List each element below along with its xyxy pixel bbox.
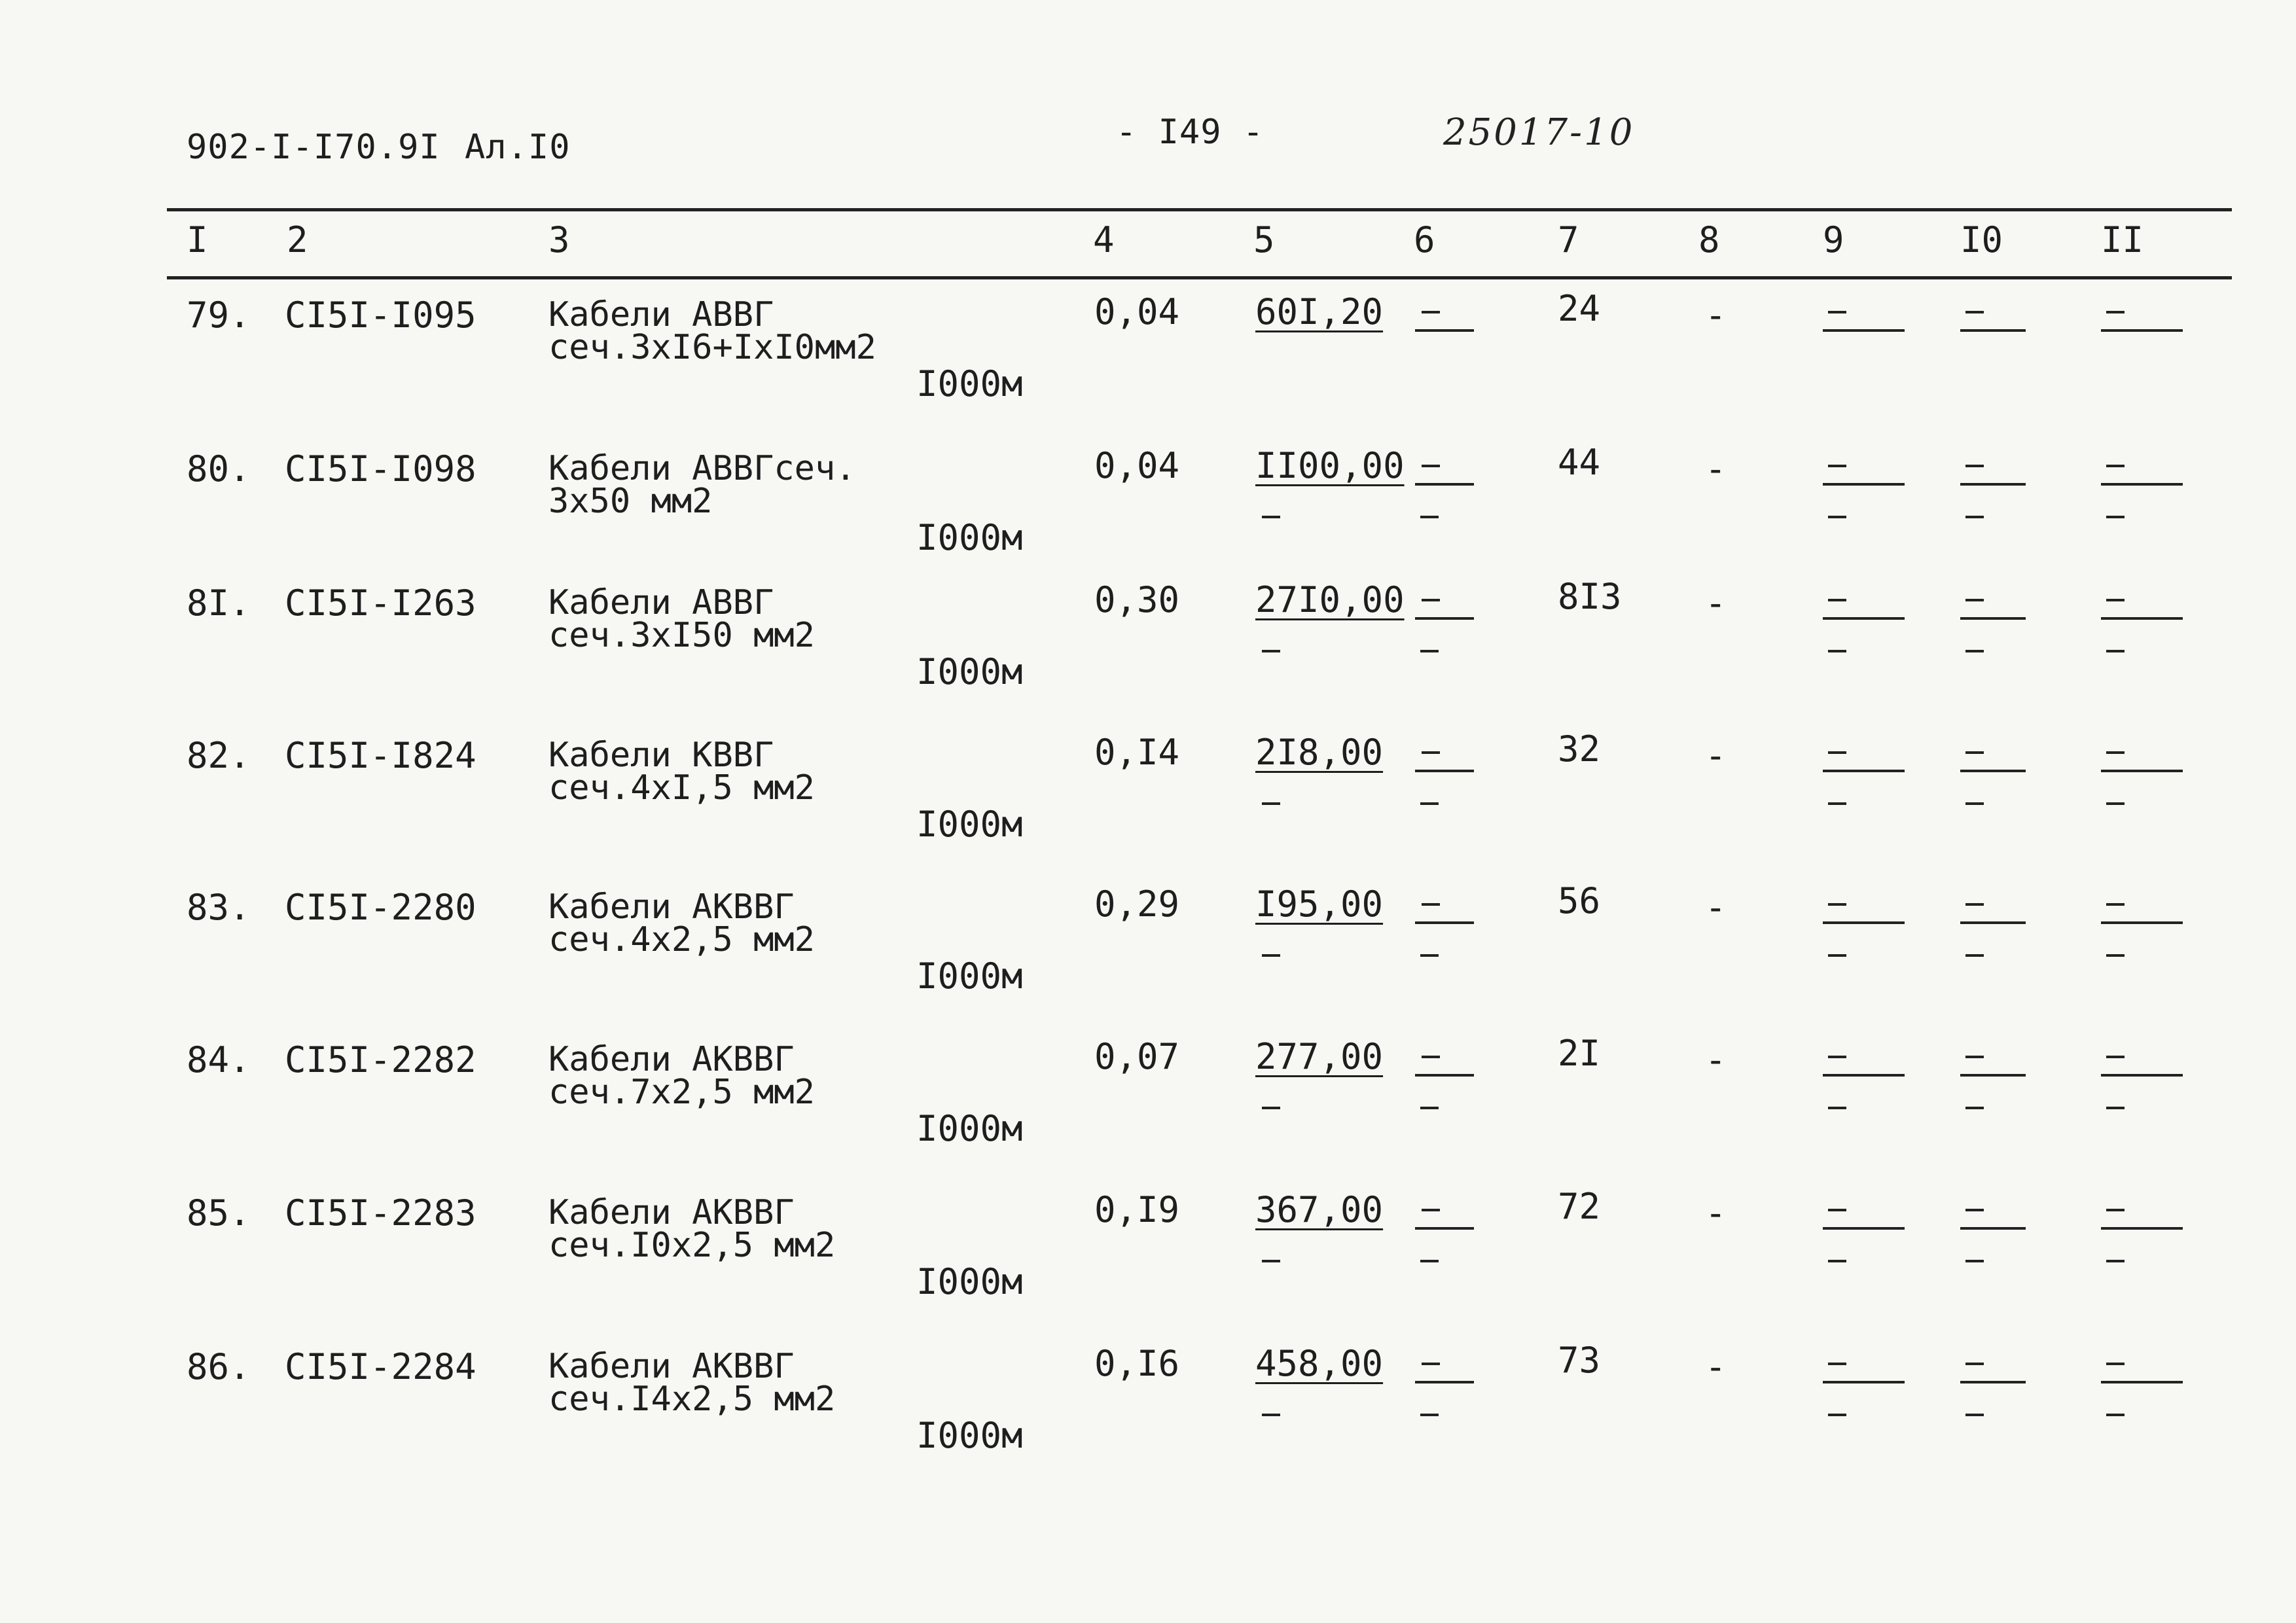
row-price: 27I0,00 bbox=[1255, 579, 1405, 620]
header-bottom-rule bbox=[167, 276, 2232, 279]
col9-underline bbox=[1823, 617, 1905, 620]
col11-short-dash bbox=[2106, 751, 2125, 754]
col6-underline bbox=[1415, 770, 1474, 772]
col11-underline bbox=[2101, 1381, 2183, 1383]
price-second-dash bbox=[1262, 954, 1280, 957]
row-col8-dash: - bbox=[1705, 448, 1727, 490]
col6-second-dash bbox=[1420, 954, 1439, 957]
col10-short-dash bbox=[1965, 1056, 1984, 1058]
col10-underline bbox=[1960, 770, 2026, 772]
row-code: CI5I-2284 bbox=[285, 1346, 476, 1387]
row-number: 85. bbox=[187, 1192, 251, 1234]
col10-second-dash bbox=[1965, 1107, 1984, 1109]
col6-second-dash bbox=[1420, 516, 1439, 518]
row-number: 8I. bbox=[187, 582, 251, 624]
row-col8-dash: - bbox=[1705, 294, 1727, 336]
row-col8-dash: - bbox=[1705, 887, 1727, 928]
col9-underline bbox=[1823, 921, 1905, 924]
column-header-9: 9 bbox=[1823, 219, 1844, 260]
row-col7-value: 56 bbox=[1558, 880, 1601, 921]
price-second-dash bbox=[1262, 1107, 1280, 1109]
row-description-line2: сеч.3хI50 мм2 bbox=[548, 616, 815, 655]
col9-short-dash bbox=[1828, 311, 1846, 313]
column-header-6: 6 bbox=[1414, 219, 1435, 260]
row-description-line1: Кабели АВВГ bbox=[548, 295, 774, 334]
row-col7-value: 32 bbox=[1558, 728, 1601, 770]
column-header-4: 4 bbox=[1093, 219, 1115, 260]
row-col7-value: 2I bbox=[1558, 1033, 1601, 1074]
col11-underline bbox=[2101, 329, 2183, 332]
col11-short-dash bbox=[2106, 465, 2125, 467]
col11-short-dash bbox=[2106, 599, 2125, 601]
row-description-line1: Кабели КВВГ bbox=[548, 736, 774, 775]
col9-second-dash bbox=[1828, 954, 1846, 957]
col11-underline bbox=[2101, 921, 2183, 924]
col6-short-dash bbox=[1422, 1363, 1440, 1365]
col6-second-dash bbox=[1420, 1260, 1439, 1262]
row-code: CI5I-2283 bbox=[285, 1192, 476, 1234]
col11-second-dash bbox=[2106, 650, 2125, 652]
row-description-line2: 3х50 мм2 bbox=[548, 482, 713, 521]
col6-underline bbox=[1415, 1074, 1474, 1077]
row-col7-value: 73 bbox=[1558, 1340, 1601, 1381]
col9-underline bbox=[1823, 770, 1905, 772]
col9-short-dash bbox=[1828, 465, 1846, 467]
col6-second-dash bbox=[1420, 650, 1439, 652]
row-quantity: 0,I6 bbox=[1094, 1343, 1180, 1384]
col10-underline bbox=[1960, 329, 2026, 332]
price-second-dash bbox=[1262, 1414, 1280, 1416]
column-header-2: 2 bbox=[287, 219, 308, 260]
row-description-line1: Кабели АВВГ bbox=[548, 583, 774, 622]
row-quantity: 0,04 bbox=[1094, 445, 1180, 486]
col10-second-dash bbox=[1965, 954, 1984, 957]
price-second-dash bbox=[1262, 1260, 1280, 1262]
col6-second-dash bbox=[1420, 802, 1439, 805]
col11-second-dash bbox=[2106, 516, 2125, 518]
sheet-number: Ал.I0 bbox=[465, 128, 571, 167]
row-number: 86. bbox=[187, 1346, 251, 1387]
row-price: I95,00 bbox=[1255, 883, 1384, 925]
row-quantity: 0,30 bbox=[1094, 579, 1180, 620]
col6-second-dash bbox=[1420, 1414, 1439, 1416]
col9-underline bbox=[1823, 1074, 1905, 1077]
col10-short-dash bbox=[1965, 465, 1984, 467]
col11-short-dash bbox=[2106, 903, 2125, 906]
col6-underline bbox=[1415, 483, 1474, 486]
row-price: II00,00 bbox=[1255, 445, 1405, 486]
row-description-line2: сеч.4хI,5 мм2 bbox=[548, 768, 815, 808]
col6-underline bbox=[1415, 1227, 1474, 1230]
col11-short-dash bbox=[2106, 311, 2125, 313]
row-code: CI5I-I263 bbox=[285, 582, 476, 624]
row-description-line1: Кабели АКВВГ bbox=[548, 1347, 795, 1386]
row-quantity: 0,I4 bbox=[1094, 732, 1180, 773]
col6-underline bbox=[1415, 1381, 1474, 1383]
col6-short-dash bbox=[1422, 465, 1440, 467]
col11-underline bbox=[2101, 483, 2183, 486]
col9-underline bbox=[1823, 483, 1905, 486]
col9-short-dash bbox=[1828, 751, 1846, 754]
row-price: 60I,20 bbox=[1255, 291, 1384, 332]
col10-underline bbox=[1960, 1227, 2026, 1230]
col6-short-dash bbox=[1422, 751, 1440, 754]
row-unit: I000м bbox=[916, 1261, 1023, 1302]
row-number: 83. bbox=[187, 887, 251, 928]
col11-second-dash bbox=[2106, 802, 2125, 805]
col9-underline bbox=[1823, 1381, 1905, 1383]
row-unit: I000м bbox=[916, 804, 1023, 845]
col10-second-dash bbox=[1965, 802, 1984, 805]
row-col7-value: 24 bbox=[1558, 288, 1601, 329]
column-header-3: 3 bbox=[548, 219, 570, 260]
col10-underline bbox=[1960, 1074, 2026, 1077]
row-number: 82. bbox=[187, 735, 251, 776]
page-number: - I49 - bbox=[1116, 113, 1265, 152]
col10-short-dash bbox=[1965, 751, 1984, 754]
row-unit: I000м bbox=[916, 1108, 1023, 1149]
row-code: CI5I-I098 bbox=[285, 448, 476, 490]
price-second-dash bbox=[1262, 516, 1280, 518]
col9-second-dash bbox=[1828, 802, 1846, 805]
row-col8-dash: - bbox=[1705, 1192, 1727, 1234]
row-unit: I000м bbox=[916, 955, 1023, 997]
row-unit: I000м bbox=[916, 651, 1023, 692]
col10-underline bbox=[1960, 617, 2026, 620]
col11-second-dash bbox=[2106, 1414, 2125, 1416]
column-header-11: II bbox=[2101, 219, 2144, 260]
col6-short-dash bbox=[1422, 903, 1440, 906]
row-description-line2: сеч.7х2,5 мм2 bbox=[548, 1073, 815, 1112]
row-quantity: 0,04 bbox=[1094, 291, 1180, 332]
col6-underline bbox=[1415, 617, 1474, 620]
column-header-8: 8 bbox=[1698, 219, 1720, 260]
col10-second-dash bbox=[1965, 1260, 1984, 1262]
row-code: CI5I-I095 bbox=[285, 294, 476, 336]
col6-second-dash bbox=[1420, 1107, 1439, 1109]
row-col7-value: 8I3 bbox=[1558, 576, 1622, 617]
row-price: 2I8,00 bbox=[1255, 732, 1384, 773]
col11-short-dash bbox=[2106, 1056, 2125, 1058]
col10-short-dash bbox=[1965, 311, 1984, 313]
col11-short-dash bbox=[2106, 1363, 2125, 1365]
col11-short-dash bbox=[2106, 1209, 2125, 1211]
row-unit: I000м bbox=[916, 363, 1023, 404]
col9-short-dash bbox=[1828, 1209, 1846, 1211]
row-col7-value: 72 bbox=[1558, 1186, 1601, 1227]
col9-short-dash bbox=[1828, 1363, 1846, 1365]
col9-short-dash bbox=[1828, 903, 1846, 906]
col9-short-dash bbox=[1828, 1056, 1846, 1058]
row-col8-dash: - bbox=[1705, 1039, 1727, 1080]
col6-underline bbox=[1415, 329, 1474, 332]
column-header-7: 7 bbox=[1558, 219, 1579, 260]
col9-second-dash bbox=[1828, 650, 1846, 652]
row-description-line2: сеч.I0х2,5 мм2 bbox=[548, 1226, 836, 1265]
row-col7-value: 44 bbox=[1558, 442, 1601, 483]
col10-underline bbox=[1960, 483, 2026, 486]
row-number: 84. bbox=[187, 1039, 251, 1080]
handwritten-id: 25017-10 bbox=[1443, 111, 1635, 154]
column-header-10: I0 bbox=[1960, 219, 2003, 260]
row-price: 277,00 bbox=[1255, 1036, 1384, 1077]
row-quantity: 0,07 bbox=[1094, 1036, 1180, 1077]
header-top-rule bbox=[167, 208, 2232, 211]
col11-second-dash bbox=[2106, 1107, 2125, 1109]
col10-second-dash bbox=[1965, 516, 1984, 518]
column-header-1: I bbox=[187, 219, 208, 260]
row-number: 79. bbox=[187, 294, 251, 336]
doc-code: 902-I-I70.9I bbox=[187, 128, 440, 167]
col9-underline bbox=[1823, 329, 1905, 332]
col10-short-dash bbox=[1965, 903, 1984, 906]
row-description-line1: Кабели АКВВГ bbox=[548, 887, 795, 927]
col11-second-dash bbox=[2106, 1260, 2125, 1262]
row-description-line1: Кабели АКВВГ bbox=[548, 1193, 795, 1232]
col9-short-dash bbox=[1828, 599, 1846, 601]
col11-underline bbox=[2101, 617, 2183, 620]
col10-underline bbox=[1960, 1381, 2026, 1383]
col10-short-dash bbox=[1965, 1363, 1984, 1365]
row-code: CI5I-I824 bbox=[285, 735, 476, 776]
row-price: 458,00 bbox=[1255, 1343, 1384, 1384]
row-price: 367,00 bbox=[1255, 1189, 1384, 1230]
row-description-line2: сеч.4х2,5 мм2 bbox=[548, 920, 815, 959]
col10-short-dash bbox=[1965, 1209, 1984, 1211]
row-number: 80. bbox=[187, 448, 251, 490]
col6-short-dash bbox=[1422, 1056, 1440, 1058]
col6-short-dash bbox=[1422, 599, 1440, 601]
row-col8-dash: - bbox=[1705, 582, 1727, 624]
col9-second-dash bbox=[1828, 1414, 1846, 1416]
column-header-5: 5 bbox=[1253, 219, 1275, 260]
col9-second-dash bbox=[1828, 1260, 1846, 1262]
col10-short-dash bbox=[1965, 599, 1984, 601]
row-unit: I000м bbox=[916, 1415, 1023, 1456]
col10-second-dash bbox=[1965, 1414, 1984, 1416]
row-description-line2: сеч.3хI6+IхI0мм2 bbox=[548, 328, 876, 367]
row-quantity: 0,I9 bbox=[1094, 1189, 1180, 1230]
col10-second-dash bbox=[1965, 650, 1984, 652]
row-col8-dash: - bbox=[1705, 1346, 1727, 1387]
col6-underline bbox=[1415, 921, 1474, 924]
row-code: CI5I-2282 bbox=[285, 1039, 476, 1080]
row-quantity: 0,29 bbox=[1094, 883, 1180, 925]
col9-second-dash bbox=[1828, 516, 1846, 518]
col11-underline bbox=[2101, 1227, 2183, 1230]
col9-underline bbox=[1823, 1227, 1905, 1230]
row-description-line2: сеч.I4х2,5 мм2 bbox=[548, 1380, 836, 1419]
row-description-line1: Кабели АВВГсеч. bbox=[548, 449, 856, 488]
col9-second-dash bbox=[1828, 1107, 1846, 1109]
row-col8-dash: - bbox=[1705, 735, 1727, 776]
col6-short-dash bbox=[1422, 1209, 1440, 1211]
col6-short-dash bbox=[1422, 311, 1440, 313]
col11-second-dash bbox=[2106, 954, 2125, 957]
col10-underline bbox=[1960, 921, 2026, 924]
row-code: CI5I-2280 bbox=[285, 887, 476, 928]
row-description-line1: Кабели АКВВГ bbox=[548, 1040, 795, 1079]
row-unit: I000м bbox=[916, 517, 1023, 558]
col11-underline bbox=[2101, 1074, 2183, 1077]
price-second-dash bbox=[1262, 802, 1280, 805]
price-second-dash bbox=[1262, 650, 1280, 652]
col11-underline bbox=[2101, 770, 2183, 772]
